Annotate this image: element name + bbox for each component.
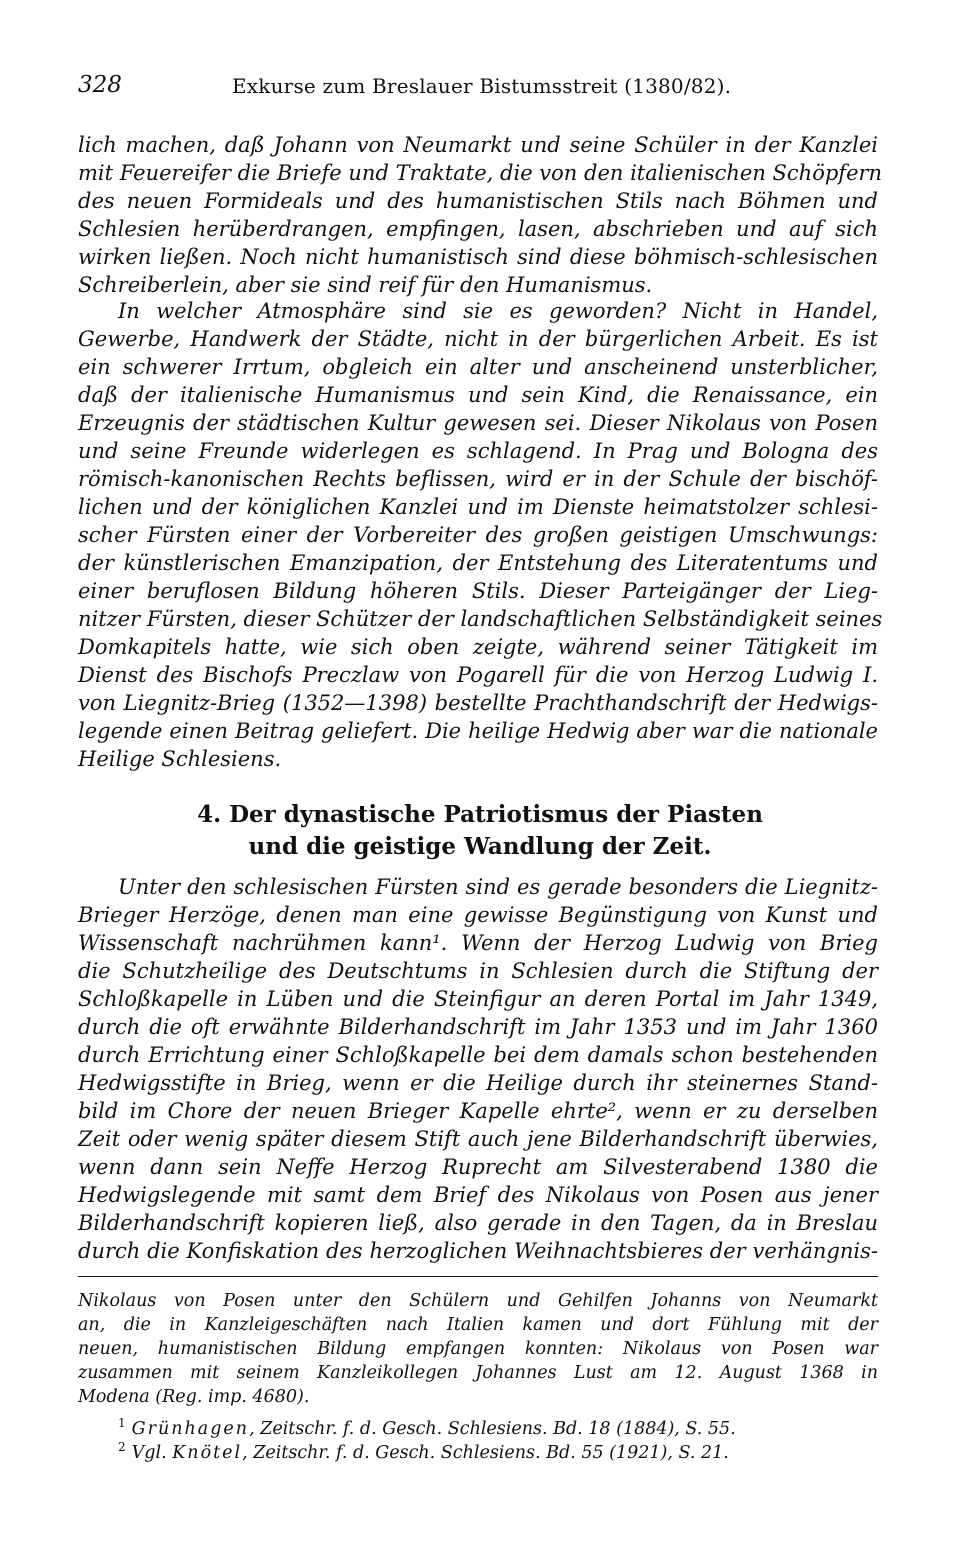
text-line: und seine Freunde widerlegen es schlagend. In Prag und Bologna des [78,439,878,463]
footnote-text: , Zeitschr. f. d. Gesch. Schlesiens. Bd. 55 (1921), S. 21. [242,1442,729,1463]
text-line: Erzeugnis der städtischen Kultur gewesen sei. Dieser Nikolaus von Posen [78,411,878,435]
text-line: Unter den schlesischen Fürsten sind es gerade besonders die Liegnitz- [118,875,878,899]
text-line: Schlesien herüberdrangen, empfingen, lasen, abschrieben und auf sich [78,217,878,241]
section-heading-line: und die geistige Wandlung der Zeit. [248,833,712,860]
text-line: von Liegnitz-Brieg (1352—1398) bestellte Prachthandschrift der Hedwigs- [78,691,878,715]
text-line: Wissenschaft nachrühmen kann¹. Wenn der Herzog Ludwig von Brieg [78,931,878,955]
text-line: durch die oft erwähnte Bilderhandschrift im Jahr 1353 und im Jahr 1360 [78,1015,878,1039]
text-line: scher Fürsten einer der Vorbereiter des großen geistigen Umschwungs: [78,523,878,547]
page-number: 328 [78,72,122,98]
text-line: nitzer Fürsten, dieser Schützer der landschaftlichen Selbständigkeit seines [78,607,883,631]
text-line: die Schutzheilige des Deutschtums in Schlesien durch die Stiftung der [78,959,878,983]
running-title: Exkurse zum Breslauer Bistumsstreit (1380/82). [232,74,732,98]
footnote-mark: 2 [118,1440,126,1454]
text-line: Domkapitels hatte, wie sich oben zeigte, während seiner Tätigkeit im [78,635,878,659]
text-line: mit Feuereifer die Briefe und Traktate, die von den italienischen Schöpfern [78,161,883,185]
section-heading-line: 4. Der dynastische Patriotismus der Piasten [197,801,763,828]
text-line: lichen und der königlichen Kanzlei und im Dienste heimatstolzer schlesi- [78,495,878,519]
text-line: römisch-kanonischen Rechts beflissen, wird er in der Schule der bischöf- [78,467,878,491]
text-line: In welcher Atmosphäre sind sie es geworden? Nicht in Handel, [118,299,878,323]
text-line: ein schwerer Irrtum, obgleich ein alter und anscheinend unsterblicher, [78,355,878,379]
text-line: bild im Chore der neuen Brieger Kapelle ehrte², wenn er zu derselben [78,1099,878,1123]
footnote-continuation-line: Nikolaus von Posen unter den Schülern und Gehilfen Johanns von Neumarkt [78,1291,878,1311]
text-line: wirken ließen. Noch nicht humanistisch sind diese böhmisch-schlesischen [78,245,878,269]
text-line: Hedwigsstifte in Brieg, wenn er die Heilige durch ihr steinernes Stand- [78,1071,878,1095]
text-line: der künstlerischen Emanzipation, der Entstehung des Literatentums und [78,551,878,575]
text-line: legende einen Beitrag geliefert. Die heilige Hedwig aber war die nationale [78,719,878,743]
footnote-prefix: Vgl. [131,1442,173,1463]
text-line: Schloßkapelle in Lüben und die Steinfigur an deren Portal im Jahr 1349, [78,987,878,1011]
footnote-divider [78,1276,878,1277]
text-line: durch Errichtung einer Schloßkapelle bei dem damals schon bestehenden [78,1043,878,1067]
text-line: daß der italienische Humanismus und sein Kind, die Renaissance, ein [78,383,878,407]
text-line: lich machen, daß Johann von Neumarkt und seine Schüler in der Kanzlei [78,133,878,157]
footnote-author: Knötel [172,1442,243,1463]
footnote-continuation-line: Modena (Reg. imp. 4680). [78,1387,310,1407]
text-line: Brieger Herzöge, denen man eine gewisse Begünstigung von Kunst und [78,903,878,927]
text-line: Bilderhandschrift kopieren ließ, also gerade in den Tagen, da in Breslau [78,1211,878,1235]
footnote-continuation-line: an, die in Kanzleigeschäften nach Italien kamen und dort Fühlung mit der [78,1315,878,1335]
text-line: wenn dann sein Neffe Herzog Ruprecht am Silvesterabend 1380 die [78,1155,878,1179]
text-line: Dienst des Bischofs Preczlaw von Pogarell für die von Herzog Ludwig I. [78,663,878,687]
text-line: des neuen Formideals und des humanistischen Stils nach Böhmen und [78,189,878,213]
text-line: Gewerbe, Handwerk der Städte, nicht in der bürgerlichen Arbeit. Es ist [78,327,878,351]
footnote-text: , Zeitschr. f. d. Gesch. Schlesiens. Bd. 18 (1884), S. 55. [249,1418,736,1439]
footnote-2 [118,1436,729,1464]
footnote-author: Grünhagen [131,1418,250,1439]
text-line: Hedwigslegende mit samt dem Brief des Nikolaus von Posen aus jener [78,1183,878,1207]
footnote-continuation-line: zusammen mit seinem Kanzleikollegen Johannes Lust am 12. August 1368 in [78,1363,878,1383]
text-line: durch die Konfiskation des herzoglichen Weihnachtsbieres der verhängnis- [78,1239,878,1263]
text-line: einer beruflosen Bildung höheren Stils. Dieser Parteigänger der Lieg- [78,579,878,603]
footnote-mark: 1 [118,1416,126,1430]
text-line: Heilige Schlesiens. [78,747,282,771]
text-line: Schreiberlein, aber sie sind reif für den Humanismus. [78,273,653,297]
text-line: Zeit oder wenig später diesem Stift auch jene Bilderhandschrift überwies, [78,1127,878,1151]
footnote-continuation-line: neuen, humanistischen Bildung empfangen konnten: Nikolaus von Posen war [78,1339,878,1359]
